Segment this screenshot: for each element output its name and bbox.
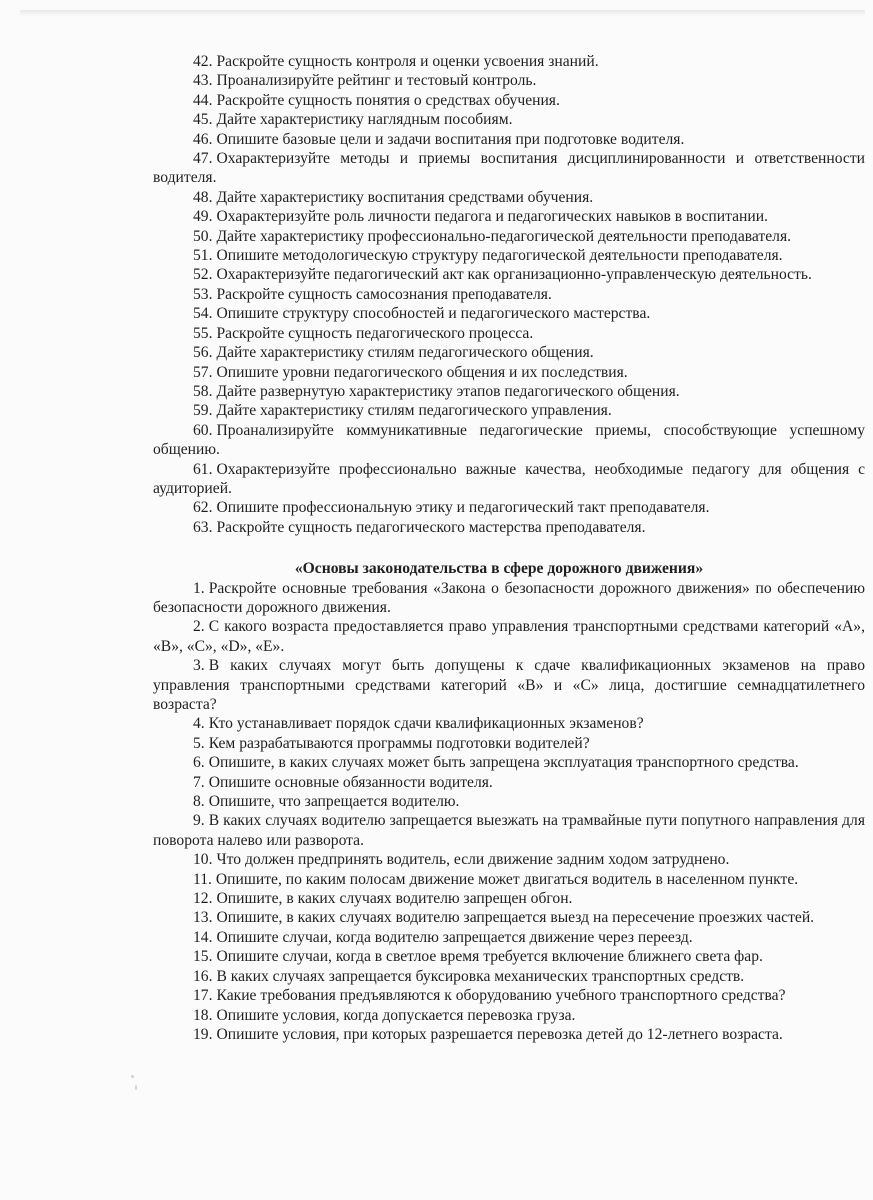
- question-text: Опишите методологическую структуру педагогической деятельности преподавателя.: [216, 247, 783, 265]
- question-number: 60.: [193, 421, 213, 439]
- question-number: 7.: [193, 773, 205, 791]
- questions-list-pedagogy: [153, 52, 865, 537]
- question-text: С какого возраста предоставляется право управления транспортными средствами категорий «А», «В», «С», «D», «Е».: [153, 618, 865, 655]
- question-item: [153, 285, 865, 304]
- question-text: Охарактеризуйте профессионально важные качества, необходимые педагогу для общения с аудиторией.: [153, 460, 865, 497]
- question-item: [153, 656, 865, 714]
- question-number: 55.: [193, 324, 213, 342]
- question-text: Опишите профессиональную этику и педагогический такт преподавателя.: [216, 499, 710, 517]
- question-item: [153, 71, 865, 90]
- question-item: [153, 773, 865, 792]
- question-text: Опишите, в каких случаях водителю запрещается выезд на пересечение проезжих частей.: [216, 909, 815, 927]
- question-item: [153, 617, 865, 656]
- question-text: Какие требования предъявляются к оборудованию учебного транспортного средства?: [216, 987, 786, 1005]
- question-text: Дайте характеристику воспитания средствами обучения.: [216, 188, 594, 206]
- question-item: [153, 188, 865, 207]
- question-item: [153, 928, 865, 947]
- question-text: Опишите, по каким полосам движение может двигаться водитель в населенном пункте.: [215, 870, 799, 888]
- question-text: В каких случаях водителю запрещается выезжать на трамвайные пути попутного направления для поворота налево или разворота.: [153, 812, 865, 849]
- question-text: Опишите случаи, когда водителю запрещается движение через переезд.: [216, 928, 693, 946]
- question-number: 1.: [193, 579, 205, 597]
- question-text: Опишите, в каких случаях водителю запрещен обгон.: [216, 890, 573, 908]
- question-text: Опишите уровни педагогического общения и их последствия.: [216, 363, 628, 381]
- section-title: «Основы законодательства в сфере дорожного движения»: [294, 560, 704, 578]
- question-text: Опишите структуру способностей и педагогического мастерства.: [216, 305, 651, 323]
- question-number: 46.: [193, 130, 213, 148]
- question-item: [153, 967, 865, 986]
- question-item: [153, 947, 865, 966]
- question-text: Дайте развернутую характеристику этапов педагогического общения.: [216, 382, 680, 400]
- question-number: 9.: [193, 812, 205, 830]
- question-text: Опишите случаи, когда в светлое время требуется включение ближнего света фар.: [216, 948, 763, 966]
- question-text: Охарактеризуйте роль личности педагога и педагогических навыков в воспитании.: [216, 208, 768, 226]
- question-item: [153, 265, 865, 284]
- question-number: 18.: [193, 1006, 213, 1024]
- question-item: [153, 343, 865, 362]
- question-text: Раскройте сущность педагогического процесса.: [216, 324, 534, 342]
- question-number: 2.: [193, 618, 205, 636]
- question-item: [153, 363, 865, 382]
- question-text: Что должен предпринять водитель, если движение задним ходом затруднено.: [216, 851, 730, 869]
- question-number: 6.: [193, 754, 205, 772]
- question-number: 8.: [193, 793, 205, 811]
- question-item: [153, 714, 865, 733]
- scan-speck: [135, 1085, 137, 1090]
- question-text: В каких случаях могут быть допущены к сдаче квалификационных экзаменов на право управления транспортными средствами категорий «В» и «С» лица, достигшие семнадцатилетнего возраста?: [153, 657, 865, 713]
- question-text: Проанализируйте коммуникативные педагогические приемы, способствующие успешному общению.: [153, 421, 865, 459]
- question-item: [153, 498, 865, 517]
- question-number: 13.: [193, 909, 213, 927]
- scan-edge-shadow: [20, 10, 865, 16]
- question-text: Кто устанавливает порядок сдачи квалификационных экзаменов?: [208, 715, 644, 733]
- question-item: [153, 734, 865, 753]
- question-item: [153, 792, 865, 811]
- question-text: Дайте характеристику наглядным пособиям.: [216, 111, 513, 129]
- question-item: [153, 324, 865, 343]
- question-number: 45.: [193, 111, 213, 129]
- question-item: [153, 889, 865, 908]
- question-text: Раскройте сущность контроля и оценки усвоения знаний.: [216, 53, 599, 70]
- question-number: 56.: [193, 344, 213, 362]
- question-item: [153, 579, 865, 618]
- question-text: Охарактеризуйте методы и приемы воспитания дисциплинированности и ответственности водителя.: [153, 150, 865, 187]
- question-item: [153, 401, 865, 420]
- question-number: 17.: [193, 987, 213, 1005]
- question-text: Опишите условия, когда допускается перевозка груза.: [216, 1006, 576, 1024]
- question-text: Опишите основные обязанности водителя.: [208, 773, 493, 791]
- question-item: [153, 753, 865, 772]
- question-number: 58.: [193, 382, 213, 400]
- question-number: 62.: [193, 499, 213, 517]
- question-text: Кем разрабатываются программы подготовки водителей?: [208, 734, 590, 752]
- question-text: Опишите, в каких случаях может быть запрещена эксплуатация транспортного средства.: [208, 754, 799, 772]
- question-item: [153, 986, 865, 1005]
- question-number: 49.: [193, 208, 213, 226]
- question-item: [153, 1006, 865, 1025]
- question-number: 53.: [193, 285, 213, 303]
- question-number: 19.: [193, 1025, 213, 1043]
- question-item: [153, 908, 865, 927]
- question-item: [153, 227, 865, 246]
- scan-speck: [131, 1075, 134, 1078]
- question-item: [153, 811, 865, 850]
- question-number: 3.: [193, 657, 205, 675]
- question-number: 52.: [193, 266, 213, 284]
- question-number: 4.: [193, 715, 205, 733]
- question-item: [153, 460, 865, 499]
- question-text: Дайте характеристику стилям педагогического общения.: [216, 344, 594, 362]
- question-number: 12.: [193, 890, 213, 908]
- question-item: [153, 149, 865, 188]
- question-number: 44.: [193, 91, 213, 109]
- question-number: 14.: [193, 928, 213, 946]
- question-number: 42.: [193, 53, 213, 70]
- question-number: 11.: [193, 870, 212, 888]
- question-number: 15.: [193, 948, 213, 966]
- question-item: [153, 246, 865, 265]
- question-item: [153, 91, 865, 110]
- question-item: [153, 382, 865, 401]
- question-number: 48.: [193, 188, 213, 206]
- question-text: Дайте характеристику профессионально-педагогической деятельности преподавателя.: [216, 227, 792, 245]
- question-text: Проанализируйте рейтинг и тестовый контроль.: [216, 72, 537, 90]
- question-number: 50.: [193, 227, 213, 245]
- question-item: [153, 110, 865, 129]
- question-item: [153, 518, 865, 537]
- question-number: 63.: [193, 518, 213, 536]
- question-item: [153, 207, 865, 226]
- question-number: 10.: [193, 851, 213, 869]
- question-number: 5.: [193, 734, 205, 752]
- question-item: [153, 130, 865, 149]
- question-item: [153, 421, 865, 460]
- question-item: [153, 870, 865, 889]
- document-body: [153, 52, 865, 1044]
- question-number: 59.: [193, 402, 213, 420]
- question-text: Раскройте сущность понятия о средствах обучения.: [216, 91, 560, 109]
- question-number: 51.: [193, 247, 213, 265]
- question-item: [153, 52, 865, 71]
- questions-list-traffic-law: [153, 579, 865, 1045]
- question-text: Дайте характеристику стилям педагогического управления.: [216, 402, 612, 420]
- question-text: Опишите, что запрещается водителю.: [208, 793, 460, 811]
- question-text: Охарактеризуйте педагогический акт как организационно-управленческую деятельность.: [216, 266, 812, 284]
- question-number: 57.: [193, 363, 213, 381]
- question-number: 61.: [193, 460, 213, 478]
- question-item: [153, 850, 865, 869]
- question-number: 47.: [193, 150, 213, 168]
- question-item: [153, 1025, 865, 1044]
- question-text: Раскройте сущность самосознания преподавателя.: [216, 285, 552, 303]
- question-text: Раскройте основные требования «Закона о безопасности дорожного движения» по обеспечению безопасности дорожного движения.: [153, 579, 865, 616]
- question-number: 16.: [193, 967, 213, 985]
- question-number: 43.: [193, 72, 213, 90]
- question-text: Опишите базовые цели и задачи воспитания при подготовке водителя.: [216, 130, 685, 148]
- question-text: Опишите условия, при которых разрешается перевозка детей до 12-летнего возраста.: [216, 1025, 783, 1043]
- question-text: В каких случаях запрещается буксировка механических транспортных средств.: [216, 967, 745, 985]
- question-number: 54.: [193, 305, 213, 323]
- question-text: Раскройте сущность педагогического мастерства преподавателя.: [216, 518, 646, 536]
- question-item: [153, 304, 865, 323]
